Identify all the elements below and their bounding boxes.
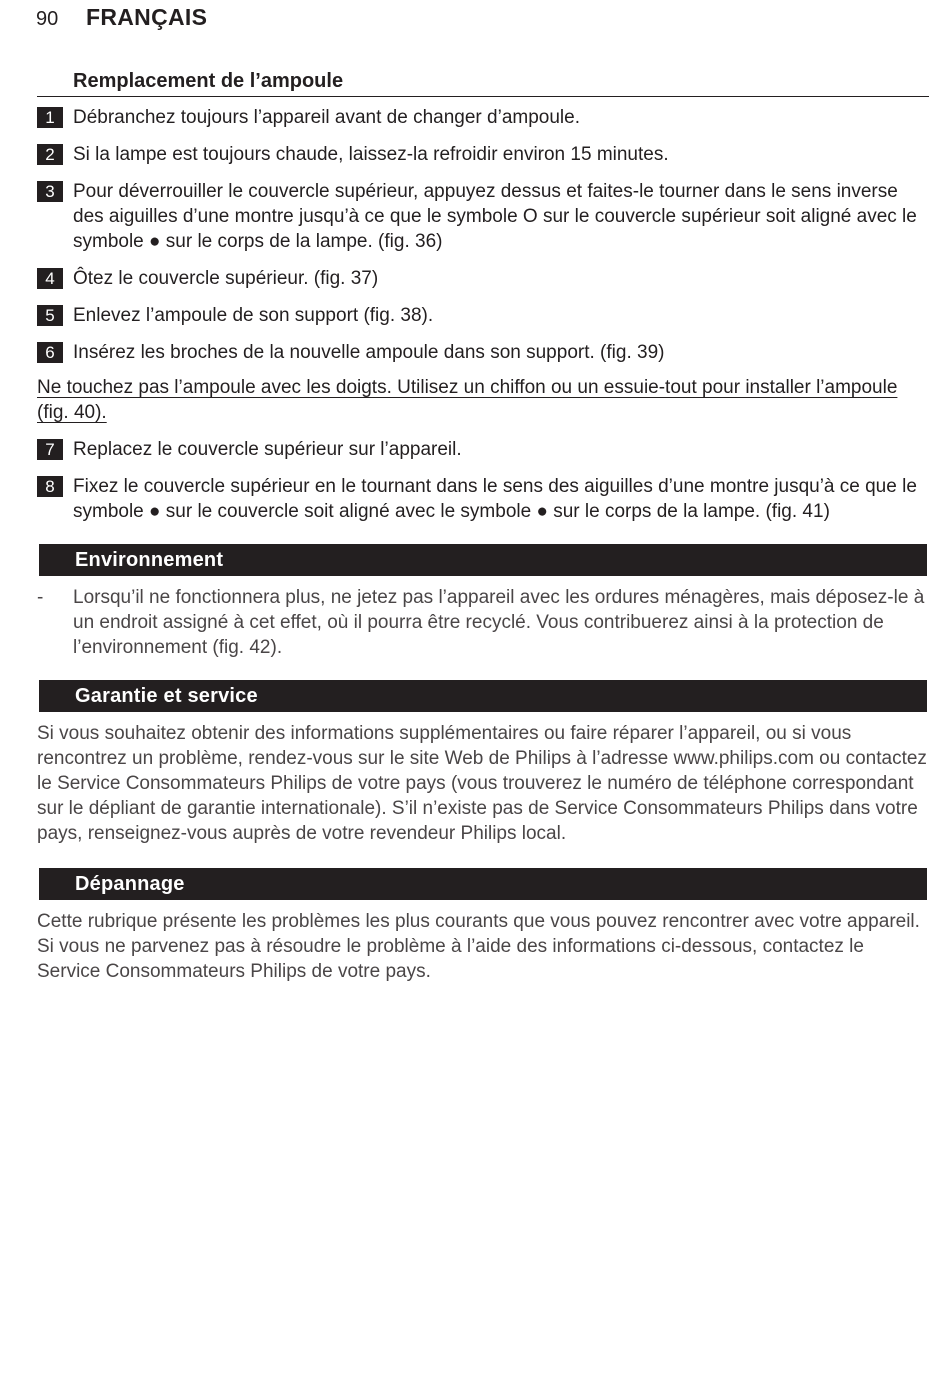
step-text: Si la lampe est toujours chaude, laissez-la refroidir environ 15 minutes. [73,144,669,165]
step-number: 6 [37,342,63,363]
step-5 [37,303,929,328]
step-7 [37,437,929,462]
step-8 [37,474,929,524]
page-content [37,68,929,984]
step-text: Insérez les broches de la nouvelle ampoule dans son support. (fig. 39) [73,342,665,363]
warning-note [37,375,929,425]
step-text: Débranchez toujours l’appareil avant de changer d’ampoule. [73,107,580,128]
step-text: Pour déverrouiller le couvercle supérieur, appuyez dessus et faites-le tourner dans le sens inverse des aiguilles d’une montre jusqu’à ce que le symbole O sur le couvercle supérieur soit aligné avec le symbole ● sur le corps de la lampe. (fig. 36) [73,181,917,252]
step-2 [37,142,929,167]
step-number: 5 [37,305,63,326]
step-number: 3 [37,181,63,202]
bullet-dash: - [37,587,44,608]
step-text: Replacez le couvercle supérieur sur l’appareil. [73,439,462,460]
step-1 [37,105,929,130]
step-text: Ôtez le couvercle supérieur. (fig. 37) [73,268,379,289]
environment-text: Lorsqu’il ne fonctionnera plus, ne jetez pas l’appareil avec les ordures ménagères, mais déposez-le à un endroit assigné à cet effet, où il pourra être recyclé. Vous contribuerez ainsi à la protection de l’environnement (fig. 42). [73,587,925,658]
warranty-text: Si vous souhaitez obtenir des informations supplémentaires ou faire réparer l’appareil, ou si vous rencontrez un problème, rendez-vous sur le site Web de Philips à l’adresse www.philips.com ou contactez le Service Consommateurs Philips de votre pays (vous trouverez le numéro de téléphone correspondant sur le dépliant de garantie internationale). S’il n’existe pas de Service Consommateurs Philips dans votre pays, renseignez-vous auprès de votre revendeur Philips local. [37,723,927,844]
step-3 [37,179,929,254]
page-header [36,4,207,31]
troubleshooting-heading: Dépannage [39,868,927,900]
replace-bulb-heading: Remplacement de l’ampoule [37,68,929,97]
environment-heading: Environnement [39,544,927,576]
page-number: 90 [36,8,59,30]
warranty-heading: Garantie et service [39,680,927,712]
step-number: 7 [37,439,63,460]
warning-text: Ne touchez pas l’ampoule avec les doigts. Utilisez un chiffon ou un essuie-tout pour installer l’ampoule (fig. 40). [37,377,898,423]
step-text: Enlevez l’ampoule de son support (fig. 38). [73,305,434,326]
step-6 [37,340,929,365]
step-4 [37,266,929,291]
step-number: 4 [37,268,63,289]
environment-bullet [37,585,929,660]
step-number: 8 [37,476,63,497]
step-number: 1 [37,107,63,128]
page-language-title: FRANÇAIS [86,4,208,30]
step-text: Fixez le couvercle supérieur en le tournant dans le sens des aiguilles d’une montre jusqu’à ce que le symbole ● sur le couvercle soit aligné avec le symbole ● sur le corps de la lampe. (fig. 41) [73,476,917,522]
step-number: 2 [37,144,63,165]
troubleshooting-text: Cette rubrique présente les problèmes les plus courants que vous pouvez rencontrer avec votre appareil. Si vous ne parvenez pas à résoudre le problème à l’aide des informations ci-dessous, contactez le Service Consommateurs Philips de votre pays. [37,911,920,982]
